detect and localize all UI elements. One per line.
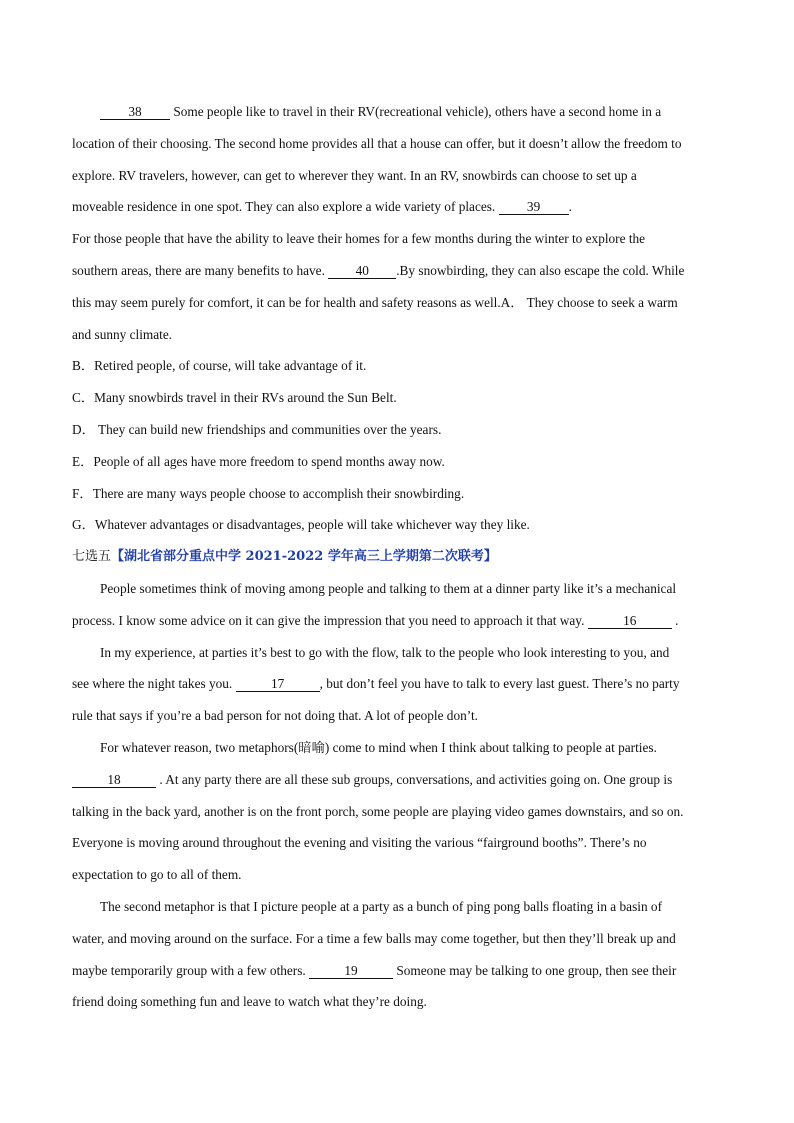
- passage2-p3-line4: Everyone is moving around throughout the evening and visiting the various “fairground booths”. There’s no: [72, 835, 647, 851]
- passage1-line2: location of their choosing. The second home provides all that a house can offer, but it doesn’t allow the freedom to: [72, 135, 682, 151]
- passage1-line3: explore. RV travelers, however, can get to wherever they want. In an RV, snowbirds can choose to set up a: [72, 167, 637, 183]
- passage2-p1-line1: People sometimes think of moving among people and talking to them at a dinner party like it’s a mechanical: [100, 580, 677, 596]
- passage2-p3-line2-after: . At any party there are all these sub groups, conversations, and activities going on. One group is: [159, 771, 673, 787]
- passage2-p3-line3: talking in the back yard, another is on the front porch, some people are playing video games downstairs, and so on.: [72, 803, 684, 819]
- passage1-line6-after: .By snowbirding, they can also escape the cold. While: [396, 262, 685, 278]
- option-c: C．Many snowbirds travel in their RVs around the Sun Belt.: [72, 390, 397, 406]
- passage2-p2-line2-after: , but don’t feel you have to talk to every last guest. There’s no party: [319, 676, 680, 692]
- passage2-p3-line1: For whatever reason, two metaphors(暗喻) come to mind when I think about talking to people at parties.: [100, 739, 657, 755]
- passage2-p1-line2: [72, 605, 718, 637]
- passage1-line4-text: moveable residence in one spot. They can also explore a wide variety of places.: [72, 199, 496, 215]
- option-f: F．There are many ways people choose to accomplish their snowbirding.: [72, 485, 465, 501]
- document-page: [72, 96, 718, 1018]
- passage2-p4-line3-text: maybe temporarily group with a few others.: [72, 962, 306, 978]
- passage1-line4-end: .: [568, 199, 572, 215]
- passage2-p1-line2-end: .: [675, 612, 679, 628]
- blank-19[interactable]: 19: [309, 964, 393, 979]
- passage2-p4-line1: The second metaphor is that I picture people at a party as a bunch of ping pong balls floating in a basin of: [100, 898, 663, 914]
- passage2-p3-line2: [72, 764, 718, 796]
- passage1-line1-text: Some people like to travel in their RV(recreational vehicle), others have a second home in a: [170, 104, 662, 119]
- blank-18[interactable]: 18: [72, 773, 156, 788]
- passage2-p2-line2: [72, 668, 718, 700]
- passage1-line8: and sunny climate.: [72, 326, 173, 342]
- passage1-line1: [72, 96, 718, 128]
- passage2-p2-line1: In my experience, at parties it’s best to go with the flow, talk to the people who look interesting to you, and: [100, 644, 670, 660]
- option-d: D． They can build new friendships and communities over the years.: [72, 421, 442, 437]
- section-label: 七选五: [72, 549, 112, 565]
- blank-40[interactable]: 40: [328, 264, 396, 279]
- passage1-line5: For those people that have the ability to leave their homes for a few months during the winter to explore the: [72, 231, 646, 247]
- passage2-p4-line2: water, and moving around on the surface. For a time a few balls may come together, but then they’ll break up and: [72, 930, 676, 946]
- section-source: 【湖北省部分重点中学 2021-2022 学年高三上学期第二次联考】: [111, 549, 497, 565]
- passage1-line6: [72, 255, 718, 287]
- passage1-line7: this may seem purely for comfort, it can be for health and safety reasons as well.A． They choose to seek a warm: [72, 294, 678, 310]
- blank-39[interactable]: 39: [499, 200, 569, 215]
- passage2-p4-line3-after: Someone may be talking to one group, then see their: [393, 962, 677, 978]
- option-g: G．Whatever advantages or disadvantages, people will take whichever way they like.: [72, 517, 530, 533]
- option-e: E．People of all ages have more freedom to spend months away now.: [72, 453, 445, 469]
- passage2-p4-line4: friend doing something fun and leave to watch what they’re doing.: [72, 994, 427, 1010]
- passage1-line4: [72, 191, 718, 223]
- section-heading: [72, 541, 718, 573]
- option-b: B．Retired people, of course, will take advantage of it.: [72, 358, 367, 374]
- blank-17[interactable]: 17: [236, 677, 320, 692]
- passage2-p2-line3: rule that says if you’re a bad person for not doing that. A lot of people don’t.: [72, 708, 478, 724]
- blank-38[interactable]: 38: [100, 105, 170, 120]
- blank-16[interactable]: 16: [588, 614, 672, 629]
- passage2-p2-line2-text: see where the night takes you.: [72, 676, 233, 692]
- passage2-p4-line3: [72, 955, 718, 987]
- passage2-p1-line2-text: process. I know some advice on it can give the impression that you need to approach it that way.: [72, 612, 585, 628]
- passage1-line6-text: southern areas, there are many benefits to have.: [72, 262, 325, 278]
- passage2-p3-line5: expectation to go to all of them.: [72, 867, 242, 883]
